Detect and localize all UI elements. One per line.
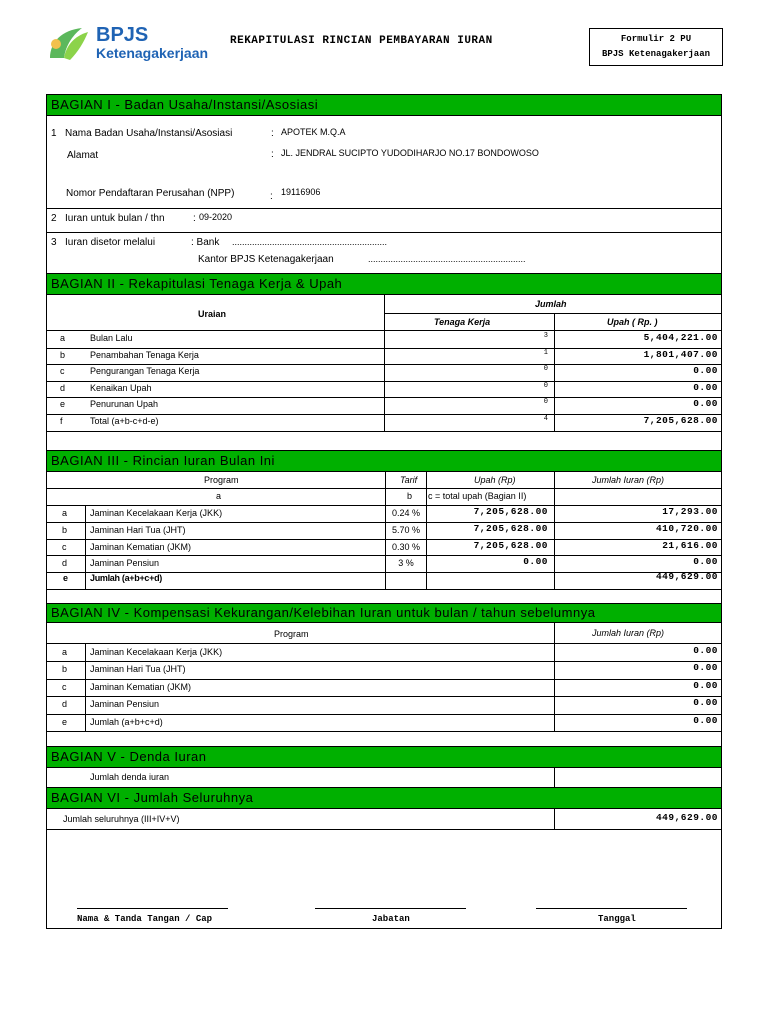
bpjs-logo-icon xyxy=(44,24,92,64)
b3-row-label: Jaminan Kematian (JKM) xyxy=(90,541,192,552)
b2-row-upah: 1,801,407.00 xyxy=(643,348,718,360)
sig-tanggal-label: Tanggal xyxy=(598,914,636,924)
b1-alamat-value: JL. JENDRAL SUCIPTO YUDODIHARJO NO.17 BONDOWOSO xyxy=(281,148,539,158)
form-code-line1: Formulir 2 PU xyxy=(620,34,692,44)
b2-row-label: Pengurangan Tenaga Kerja xyxy=(90,366,200,377)
b3-row-tarif: 0.24 % xyxy=(391,508,421,518)
b2-row-label: Penambahan Tenaga Kerja xyxy=(90,349,199,360)
bpjs-logo xyxy=(44,22,209,66)
section-3-header: BAGIAN III - Rincian Iuran Bulan Ini xyxy=(46,450,722,472)
b3-row-tarif: 0.30 % xyxy=(391,541,421,552)
b1-npp-colon: : xyxy=(270,191,273,202)
b6-label: Jumlah seluruhnya (III+IV+V) xyxy=(63,814,180,824)
b4-col-sep-1 xyxy=(85,643,86,731)
logo-brand: BPJS xyxy=(96,24,149,46)
b3-total-code: e xyxy=(63,573,69,583)
b3-sub-c: c = total upah (Bagian II) xyxy=(428,491,527,501)
b2-row-tk: 0 xyxy=(543,398,548,407)
form-code-line2: BPJS Ketenagakerjaan xyxy=(601,49,711,59)
b3-row-upah: 0.00 xyxy=(523,556,548,568)
b4-row-jumlah: 0.00 xyxy=(693,662,718,674)
b1-bank-label: : Bank xyxy=(191,237,220,248)
b1-npp-value: 19116906 xyxy=(281,187,321,197)
b1-alamat-colon: : xyxy=(271,149,274,160)
b1-no2: 2 xyxy=(51,213,57,224)
b2-col-tk: Tenaga Kerja xyxy=(434,317,491,327)
b1-bank-dots: .............................................................. xyxy=(232,237,388,247)
b3-col-upah: Upah (Rp) xyxy=(474,475,516,485)
b5-col-sep xyxy=(554,768,555,787)
b3-row-tarif: 5.70 % xyxy=(391,524,421,535)
b1-kantor-dots: ............................................................... xyxy=(368,254,526,264)
b4-row-jumlah: 0.00 xyxy=(693,645,718,656)
b3-sub-b: b xyxy=(407,491,413,501)
b1-iuran-bulan-value: 09-2020 xyxy=(199,212,233,222)
b3-row-label: Jaminan Kecelakaan Kerja (JKK) xyxy=(90,508,223,518)
b3-row-code: a xyxy=(62,508,68,518)
sig-line-jabatan xyxy=(315,908,466,909)
sig-nama-label: Nama & Tanda Tangan / Cap xyxy=(77,914,213,924)
b1-nama-colon: : xyxy=(271,128,274,139)
b4-row-label: Jumlah (a+b+c+d) xyxy=(90,716,163,727)
b2-row-tk: 3 xyxy=(543,332,548,340)
b2-row-code: d xyxy=(60,382,66,393)
b6-value: 449,629.00 xyxy=(655,812,718,823)
section-5-header: BAGIAN V - Denda Iuran xyxy=(46,746,722,768)
b3-total-value: 449,629.00 xyxy=(655,571,718,582)
section-6-header: BAGIAN VI - Jumlah Seluruhnya xyxy=(46,787,722,809)
b1-disetor-label: Iuran disetor melalui xyxy=(65,237,156,248)
sig-line-nama xyxy=(77,908,228,909)
b3-row-jumlah: 21,616.00 xyxy=(662,539,718,551)
b3-row-code: c xyxy=(62,541,67,552)
b2-header-bottom xyxy=(46,330,722,331)
b4-row-jumlah: 0.00 xyxy=(693,679,718,691)
b2-row-code: a xyxy=(60,333,66,343)
b4-row-label: Jaminan Pensiun xyxy=(90,699,160,710)
b3-row-jumlah: 17,293.00 xyxy=(662,506,718,517)
b6-col-sep xyxy=(554,809,555,829)
b3-row-upah: 7,205,628.00 xyxy=(473,539,548,551)
b2-row-code: e xyxy=(60,399,66,410)
b4-row-jumlah: 0.00 xyxy=(693,697,718,709)
b4-row-code: a xyxy=(62,647,68,657)
b2-row-code: f xyxy=(60,416,63,426)
b1-iuran-bulan-label: Iuran untuk bulan / thn xyxy=(65,213,165,224)
b3-row-label: Jaminan Pensiun xyxy=(90,558,160,569)
b3-col-program: Program xyxy=(204,475,239,485)
b3-col-sep-1 xyxy=(85,505,86,589)
b2-row-upah: 0.00 xyxy=(693,365,718,377)
b4-row-code: d xyxy=(62,699,68,710)
b4-col-program: Program xyxy=(274,629,309,639)
b2-row-tk: 4 xyxy=(543,415,548,423)
b4-row-label: Jaminan Kematian (JKM) xyxy=(90,681,192,692)
b2-bottom-line xyxy=(46,431,722,432)
b2-row-upah: 0.00 xyxy=(693,381,718,393)
b3-col-jumlah: Jumlah Iuran (Rp) xyxy=(592,475,665,485)
b2-row-code: b xyxy=(60,349,66,360)
b3-row-tarif: 3 % xyxy=(398,558,414,569)
b4-row-code: c xyxy=(62,681,67,692)
b2-sub-header-line xyxy=(384,313,722,314)
b2-row-label: Kenaikan Upah xyxy=(90,382,152,393)
b2-row-tk: 0 xyxy=(543,365,548,374)
b5-label: Jumlah denda iuran xyxy=(90,772,170,782)
b2-row-upah: 7,205,628.00 xyxy=(643,415,718,426)
b4-header-line xyxy=(46,643,722,644)
b3-row-code: d xyxy=(62,558,68,569)
b1-divider-1 xyxy=(46,208,722,209)
b6-bottom-line xyxy=(46,829,722,830)
b2-row-code: c xyxy=(60,366,65,377)
b1-kantor-label: Kantor BPJS Ketenagakerjaan xyxy=(198,254,334,265)
sig-line-tanggal xyxy=(536,908,687,909)
b4-row-label: Jaminan Kecelakaan Kerja (JKK) xyxy=(90,647,223,657)
b2-col-sep xyxy=(384,295,385,431)
b4-row-code: e xyxy=(62,716,68,727)
b3-sub-a: a xyxy=(216,491,222,501)
b4-row-line xyxy=(46,731,722,732)
b2-col-jumlah: Jumlah xyxy=(535,299,567,309)
b2-row-label: Penurunan Upah xyxy=(90,399,159,410)
b3-col-tarif: Tarif xyxy=(400,475,418,485)
b4-col-jumlah: Jumlah Iuran (Rp) xyxy=(592,628,665,638)
logo-subtitle: Ketenagakerjaan xyxy=(96,45,209,61)
b2-col-uraian: Uraian xyxy=(198,309,227,319)
b2-row-upah: 0.00 xyxy=(693,398,718,410)
b3-total-label: Jumlah (a+b+c+d) xyxy=(90,573,162,583)
b4-row-jumlah: 0.00 xyxy=(693,714,718,726)
section-2-header: BAGIAN II - Rekapitulasi Tenaga Kerja & Upah xyxy=(46,273,722,295)
b1-nama-label: Nama Badan Usaha/Instansi/Asosiasi xyxy=(65,128,233,139)
b4-col-sep-2 xyxy=(554,623,555,731)
b3-row-upah: 7,205,628.00 xyxy=(473,506,548,517)
b2-row-label: Bulan Lalu xyxy=(90,333,133,343)
b3-header-line-1 xyxy=(46,488,722,489)
section-1-header: BAGIAN I - Badan Usaha/Instansi/Asosiasi xyxy=(46,94,722,116)
b1-divider-2 xyxy=(46,232,722,233)
b4-row-code: b xyxy=(62,664,68,675)
b3-row-jumlah: 0.00 xyxy=(693,556,718,568)
page-title: REKAPITULASI RINCIAN PEMBAYARAN IURAN xyxy=(230,35,493,47)
b1-alamat-label: Alamat xyxy=(67,150,99,161)
b1-no3: 3 xyxy=(51,237,57,248)
b3-row-label: Jaminan Hari Tua (JHT) xyxy=(90,524,186,535)
b2-row-tk: 0 xyxy=(543,381,548,390)
b2-col-upah: Upah ( Rp. ) xyxy=(607,317,658,327)
b3-bottom-line xyxy=(46,589,722,590)
form-code-box xyxy=(589,28,723,66)
b1-nama-value: APOTEK M.Q.A xyxy=(281,127,346,137)
b4-row-label: Jaminan Hari Tua (JHT) xyxy=(90,664,186,675)
b3-row-jumlah: 410,720.00 xyxy=(655,522,718,534)
b1-no1: 1 xyxy=(51,128,57,139)
section-4-header: BAGIAN IV - Kompensasi Kekurangan/Kelebihan Iuran untuk bulan / tahun sebelumnya xyxy=(46,603,722,623)
b3-row-upah: 7,205,628.00 xyxy=(473,522,548,534)
b2-row-upah: 5,404,221.00 xyxy=(643,332,718,343)
b2-row-label: Total (a+b-c+d-e) xyxy=(90,416,159,426)
b3-row-code: b xyxy=(62,524,68,535)
b1-iuran-bulan-colon: : xyxy=(193,213,196,224)
b2-row-tk: 1 xyxy=(543,348,548,357)
sig-jabatan-label: Jabatan xyxy=(372,914,410,924)
b1-npp-label: Nomor Pendaftaran Perusahan (NPP) xyxy=(66,188,235,199)
